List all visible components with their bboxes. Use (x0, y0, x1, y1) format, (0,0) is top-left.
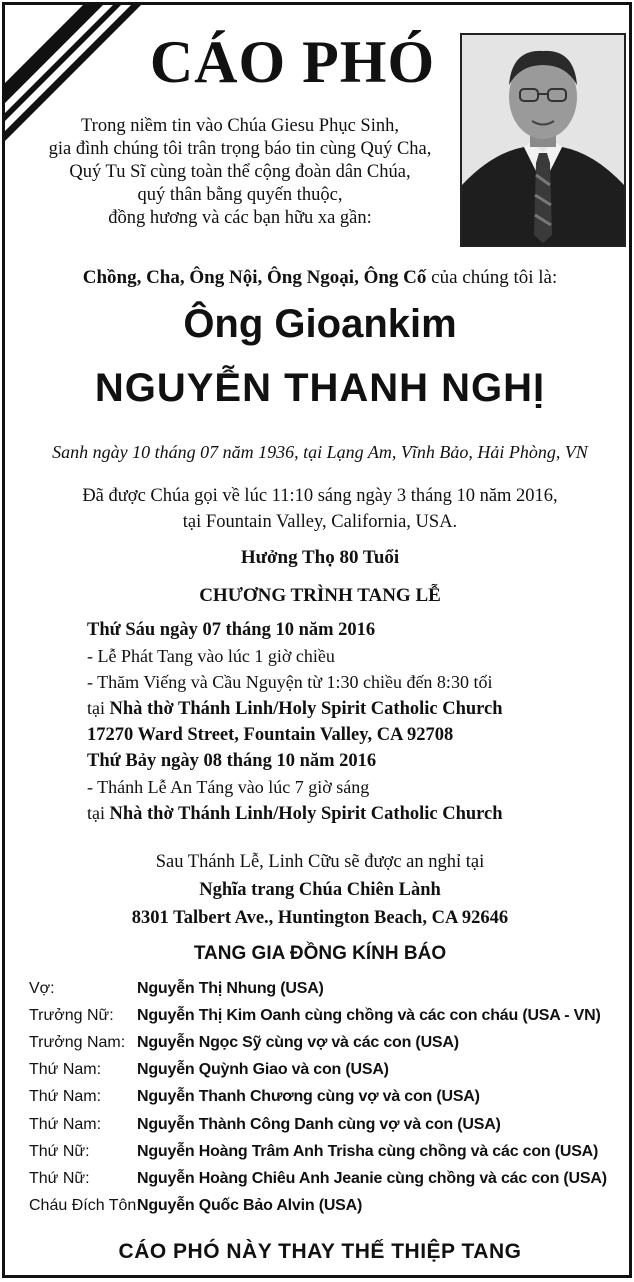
family-list (29, 975, 629, 1220)
obituary-page (2, 2, 632, 1278)
intro-line: quý thân bằng quyến thuộc, (137, 185, 343, 205)
intro-line: Quý Tu Sĩ cùng toàn thể cộng đoàn dân Chúa, (69, 162, 411, 182)
death-info (5, 483, 634, 535)
family-member: Nguyễn Thành Công Danh cùng vợ và con (USA) (137, 1115, 501, 1133)
family-row (29, 1165, 629, 1192)
family-title: TANG GIA ĐỒNG KÍNH BÁO (193, 943, 447, 964)
family-member: Nguyễn Thanh Chương cùng vợ và con (USA) (137, 1088, 480, 1106)
location-prefix: tại (87, 803, 110, 823)
family-member: Nguyễn Hoàng Chiêu Anh Jeanie cùng chồng và các con (USA) (137, 1169, 607, 1187)
family-member: Nguyễn Thị Kim Oanh cùng chồng và các con cháu (USA - VN) (137, 1006, 601, 1024)
funeral-program (87, 617, 632, 827)
family-member: Nguyễn Thị Nhung (USA) (137, 979, 324, 997)
deceased-name-line1: Ông Gioankim (183, 302, 457, 346)
program-item: - Thánh Lễ An Táng vào lúc 7 giờ sáng (87, 777, 370, 797)
church-name: Nhà thờ Thánh Linh/Holy Spirit Catholic Church (109, 699, 503, 719)
church-address: 17270 Ward Street, Fountain Valley, CA 92708 (87, 725, 454, 745)
cemetery-name: Nghĩa trang Chúa Chiên Lành (199, 880, 441, 900)
relations-tail: của chúng tôi là: (426, 267, 558, 288)
program-location (87, 800, 632, 827)
birth-info: Sanh ngày 10 tháng 07 năm 1936, tại Lạng Am, Vĩnh Bảo, Hải Phòng, VN (52, 442, 588, 462)
death-line: tại Fountain Valley, California, USA. (182, 512, 458, 532)
program-item: - Lễ Phát Tang vào lúc 1 giờ chiều (87, 646, 335, 666)
footer-note: CÁO PHÓ NÀY THAY THẾ THIỆP TANG (118, 1240, 522, 1263)
program-title: CHƯƠNG TRÌNH TANG LỄ (199, 585, 441, 606)
family-member: Nguyễn Quốc Bảo Alvin (USA) (137, 1197, 363, 1215)
portrait-photo (460, 33, 626, 247)
intro-line: gia đình chúng tôi trân trọng báo tin cùng Quý Cha, (48, 139, 432, 159)
family-role: Thứ Nữ: (29, 1142, 90, 1160)
family-row (29, 1057, 629, 1084)
family-row (29, 1084, 629, 1111)
family-role: Thứ Nam: (29, 1115, 102, 1133)
family-role: Trưởng Nam: (29, 1033, 126, 1051)
program-location (87, 695, 632, 722)
family-member: Nguyễn Ngọc Sỹ cùng vợ và các con (USA) (137, 1033, 459, 1051)
family-row (29, 1002, 629, 1029)
family-row (29, 1138, 629, 1165)
family-row (29, 975, 629, 1002)
deceased-name-line2: NGUYỄN THANH NGHỊ (94, 366, 546, 410)
intro-text (5, 115, 475, 230)
death-line: Đã được Chúa gọi về lúc 11:10 sáng ngày 3 tháng 10 năm 2016, (82, 486, 558, 506)
family-role: Vợ: (29, 979, 55, 997)
family-role: Cháu Đích Tôn: (29, 1197, 141, 1215)
burial-info (5, 848, 634, 932)
family-member: Nguyễn Hoàng Trâm Anh Trisha cùng chồng và các con (USA) (137, 1142, 599, 1160)
program-item: - Thăm Viếng và Cầu Nguyện từ 1:30 chiều đến 8:30 tối (87, 672, 493, 692)
program-day: Thứ Sáu ngày 07 tháng 10 năm 2016 (87, 620, 376, 640)
relations-bold: Chồng, Cha, Ông Nội, Ông Ngoại, Ông Cố (82, 267, 427, 288)
family-row (29, 1029, 629, 1056)
burial-intro: Sau Thánh Lễ, Linh Cữu sẽ được an nghỉ tại (155, 852, 485, 872)
family-role: Trưởng Nữ: (29, 1006, 114, 1024)
family-row (29, 1193, 629, 1220)
cemetery-address: 8301 Talbert Ave., Huntington Beach, CA 92646 (131, 908, 509, 928)
page-title: CÁO PHÓ (149, 29, 436, 95)
family-role: Thứ Nam: (29, 1061, 102, 1079)
age-line: Hưởng Thọ 80 Tuổi (240, 547, 400, 568)
family-member: Nguyễn Quỳnh Giao và con (USA) (137, 1061, 389, 1079)
program-day: Thứ Bảy ngày 08 tháng 10 năm 2016 (87, 751, 377, 771)
relations-line (5, 267, 634, 289)
intro-line: Trong niềm tin vào Chúa Giesu Phục Sinh, (81, 116, 399, 136)
intro-line: đồng hương và các bạn hữu xa gần: (108, 208, 372, 228)
family-row (29, 1111, 629, 1138)
family-role: Thứ Nữ: (29, 1169, 90, 1187)
church-name: Nhà thờ Thánh Linh/Holy Spirit Catholic Church (109, 804, 503, 824)
location-prefix: tại (87, 698, 110, 718)
family-role: Thứ Nam: (29, 1088, 102, 1106)
